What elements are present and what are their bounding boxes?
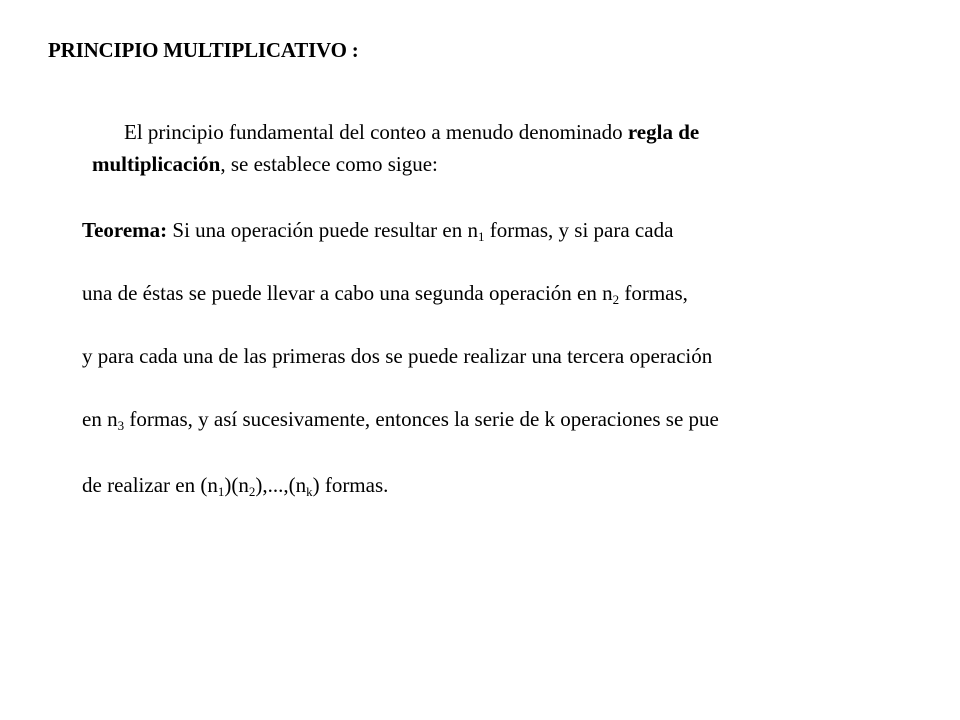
theorem-line-4 [82,407,719,432]
intro-line-1 [92,116,892,148]
theorem-text: y para cada una de las primeras dos se puede realizar una tercera operación [82,344,713,368]
subscript: 2 [248,484,256,499]
subscript: 1 [217,484,225,499]
intro-bold-1: regla de [627,120,700,144]
theorem-text: )(n [224,473,249,497]
intro-paragraph [92,116,892,180]
subscript: k [306,484,313,499]
theorem-text: ),...,(n [255,473,307,497]
theorem-text: formas, y si para cada [484,218,674,242]
theorem-text: de realizar en (n [82,473,218,497]
intro-text-1: El principio fundamental del conteo a menudo denominado [124,120,628,144]
theorem-line-5 [82,473,388,498]
theorem-text: formas, y así sucesivamente, entonces la serie de k operaciones se pue [124,407,719,431]
theorem-text: en n [82,407,118,431]
intro-text-2: , se establece como sigue: [220,152,438,176]
intro-bold-2: multiplicación [92,152,221,176]
theorem-label: Teorema: [82,218,168,242]
theorem-line-2 [82,281,688,306]
intro-line-2 [92,148,892,180]
subscript: 3 [117,418,125,433]
theorem-text: formas, [619,281,688,305]
slide-title: PRINCIPIO MULTIPLICATIVO : [48,38,359,62]
theorem-line-3 [82,344,712,369]
subscript: 1 [477,229,485,244]
theorem-line-1 [82,218,673,243]
subscript: 2 [612,292,620,307]
theorem-text: ) formas. [312,473,389,497]
theorem-text: una de éstas se puede llevar a cabo una segunda operación en n [82,281,613,305]
theorem-text: Si una operación puede resultar en n [167,218,478,242]
